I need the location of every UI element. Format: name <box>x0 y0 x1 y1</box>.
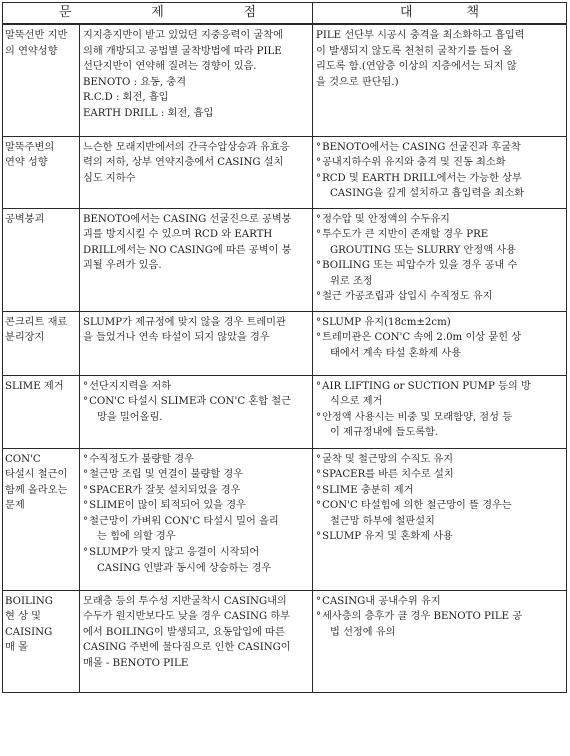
solution-bullet-continuation: 위로 조정 <box>330 275 373 287</box>
table-row <box>3 24 567 136</box>
problem-text: CASING 주변에 물다짐으로 인한 CASING이 <box>83 642 291 654</box>
category-text: 의 연약성향 <box>5 45 58 57</box>
solution-bullet: ° 정수압 및 안정액의 수두유지 <box>316 212 563 228</box>
solution-cell <box>313 590 567 692</box>
category-text: 말뚝선반 지반 <box>5 30 68 41</box>
solution-bullet: ° 세사층의 층후가 클 경우 BENOTO PILE 공 <box>316 609 563 625</box>
problem-text: 모래층 등의 투수성 지반굴착시 CASING내의 <box>83 595 287 607</box>
problem-bullet: ° 수직정도가 불량할 경우 <box>83 452 309 468</box>
header-row <box>3 3 567 25</box>
category-cell <box>3 311 80 375</box>
solution-bullet-continuation: 철근망 하부에 철판설치 <box>330 515 435 527</box>
table-row <box>3 136 567 208</box>
problem-text: 력의 저하, 상부 연약지층에서 CASING 설치 <box>83 157 284 169</box>
problem-cell <box>80 448 313 590</box>
category-text: 타설시 철근이 <box>5 469 68 481</box>
category-text: 말뚝주변의 <box>5 141 55 153</box>
problem-text: 에서 BOILING이 발생되고, 요동압입에 따른 <box>83 626 285 638</box>
problem-text: 지지층지반이 받고 있었던 지중응력이 굴착에 <box>83 30 283 41</box>
problem-bullet: ° SLUMP가 맞지 않고 응결이 시작되어 <box>83 545 309 561</box>
solution-bullet: ° SLIME 충분히 제거 <box>316 483 563 499</box>
solution-cell <box>313 448 567 590</box>
problem-cell <box>80 590 313 692</box>
solution-bullet-continuation: 법 선정에 유의 <box>330 626 396 638</box>
solution-bullet: ° 굴착 및 철근망의 수직도 유지 <box>316 452 563 468</box>
solution-bullet: ° 트레미관은 CON'C 속에 2.0m 이상 묻힌 상 <box>316 330 563 346</box>
problem-solution-table <box>2 2 567 693</box>
solution-cell <box>313 311 567 375</box>
solution-bullet: ° AIR LIFTING or SUCTION PUMP 등의 방 <box>316 379 563 395</box>
solution-cell <box>313 375 567 448</box>
category-cell <box>3 136 80 208</box>
problem-bullet: ° 철근망이 가벼워 CON'C 타설시 밀어 올리 <box>83 514 309 530</box>
problem-cell <box>80 208 313 311</box>
solution-bullet: ° 투수도가 큰 지반이 존재할 경우 PRE <box>316 227 563 243</box>
problem-bullet: ° CON'C 타설시 SLIME과 CON'C 혼합 철근 <box>83 394 309 410</box>
problem-text: BENOTO : 요동, 충격 <box>83 76 187 88</box>
solution-bullet: ° BENOTO에서는 CASING 선굴진과 후굴착 <box>316 140 563 156</box>
problem-cell <box>80 24 313 136</box>
category-text: CON'C <box>5 453 41 465</box>
category-text: SLIME 제거 <box>5 380 64 392</box>
header-solution <box>313 3 567 25</box>
category-text: 함께 올라오는 <box>5 484 68 496</box>
problem-bullet: ° SLIME이 많이 퇴적되어 있을 경우 <box>83 498 309 514</box>
category-cell <box>3 448 80 590</box>
category-cell <box>3 24 80 136</box>
solution-bullet: ° SLUMP 유지 및 혼화제 사용 <box>316 529 563 545</box>
problem-text: R.C.D : 회전, 흡입 <box>83 92 169 104</box>
category-text: 공벽붕괴 <box>5 213 45 225</box>
category-text: 콘크리트 재료 <box>5 316 68 328</box>
solution-cell <box>313 136 567 208</box>
problem-text: EARTH DRILL : 회전, 흡입 <box>83 107 214 119</box>
header-solution-char: 책 <box>466 5 480 21</box>
problem-bullet-continuation: CASING 인발과 동시에 상승하는 경우 <box>97 562 272 574</box>
problem-bullet: ° 철근망 조립 및 연결이 불량할 경우 <box>83 467 309 483</box>
solution-bullet: ° SPACER를 바른 치수로 설치 <box>316 467 563 483</box>
header-problem <box>3 3 313 25</box>
solution-bullet-continuation: 태에서 계속 타설 혼화제 사용 <box>330 347 462 359</box>
solution-bullet: ° RCD 및 EARTH DRILL에서는 가능한 상부 <box>316 171 563 187</box>
category-text: 연약 성향 <box>5 157 48 169</box>
solution-bullet-continuation: CASING을 깊게 설치하고 흡입력을 최소화 <box>330 188 524 200</box>
problem-bullet-continuation: 망을 밀어올림. <box>97 411 163 423</box>
problem-cell <box>80 311 313 375</box>
problem-cell <box>80 136 313 208</box>
problem-text: SLUMP가 제규정에 맞지 않을 경우 트레미관 <box>83 316 286 328</box>
solution-text: PILE 선단부 시공시 충격을 최소화하고 흡입력 <box>316 30 525 41</box>
problem-text: 의해 개방되고 공법별 굴착방법에 따라 PILE <box>83 45 282 57</box>
table-row <box>3 448 567 590</box>
table-row <box>3 208 567 311</box>
solution-text: 이 발생되지 않도록 천천히 굴착기를 들어 올 <box>316 45 513 57</box>
category-cell <box>3 590 80 692</box>
solution-text: 리도록 함.(연암층 이상의 지층에서는 되지 않 <box>316 61 517 73</box>
table-row <box>3 590 567 692</box>
category-text: 분리장지 <box>5 332 45 344</box>
table-row <box>3 311 567 375</box>
category-text: 현 상 및 <box>5 611 41 623</box>
problem-text: BENOTO에서는 CASING 선굴진으로 공벽붕 <box>83 213 292 225</box>
category-text: 매 몰 <box>5 642 28 654</box>
header-problem-char: 제 <box>151 5 164 21</box>
problem-bullet-continuation: 는 힘에 의할 경우 <box>97 531 176 543</box>
solution-bullet: ° SLUMP 유지(18cm±2cm) <box>316 315 563 331</box>
solution-bullet-continuation: 이 제규정내에 들도록함. <box>330 427 439 439</box>
solution-cell <box>313 24 567 136</box>
solution-bullet: ° CON'C 타설힘에 의한 철근망이 뜰 경우는 <box>316 498 563 514</box>
header-problem-char: 점 <box>243 5 257 21</box>
problem-text: 심도 지하수 <box>83 172 136 184</box>
problem-bullet: ° 선단지지력을 저하 <box>83 379 309 395</box>
category-text: BOILING <box>5 595 53 607</box>
solution-cell <box>313 208 567 311</box>
problem-cell <box>80 375 313 448</box>
problem-text: 수두가 원지반보다도 낮을 경우 CASING 하부 <box>83 611 291 623</box>
problem-text: 괴를 방지시킬 수 있으며 RCD 와 EARTH <box>83 229 273 241</box>
category-cell <box>3 375 80 448</box>
problem-text: 매몰 - BENOTO PILE <box>83 657 189 669</box>
category-text: 문제 <box>5 500 25 512</box>
category-text: CAISING <box>5 626 53 638</box>
solution-bullet: ° CASING내 공내수위 유지 <box>316 594 563 610</box>
solution-bullet: ° BOILING 또는 피압수가 있을 경우 공내 수 <box>316 258 563 274</box>
table-row <box>3 375 567 448</box>
problem-text: 선단지반이 연약해 질려는 경향이 있음. <box>83 61 257 73</box>
problem-text: 괴될 우려가 있음. <box>83 260 162 272</box>
problem-text: 느슨한 모래지반에서의 간극수압상승과 유효응 <box>83 141 290 153</box>
solution-bullet: ° 안정액 사용시는 비중 및 모래함양, 점성 등 <box>316 410 563 426</box>
solution-bullet: ° 철근 가공조립과 삽입시 수직정도 유지 <box>316 289 563 305</box>
problem-bullet: ° SPACER가 잘못 설치되었을 경우 <box>83 483 309 499</box>
solution-bullet-continuation: 식으로 제거 <box>330 396 383 408</box>
problem-text: 을 들었거나 연속 타설이 되지 않았을 경우 <box>83 332 270 344</box>
solution-bullet: ° 공내지하수위 유지와 충격 및 진동 최소화 <box>316 155 563 171</box>
header-problem-char: 문 <box>58 5 72 21</box>
solution-bullet-continuation: GROUTING 또는 SLURRY 안정액 사용 <box>330 244 516 256</box>
solution-text: 을 것으로 판단됨.) <box>316 76 399 88</box>
problem-text: DRILL에서는 NO CASING에 따른 공벽이 붕 <box>83 244 292 256</box>
header-solution-char: 대 <box>399 5 413 21</box>
category-cell <box>3 208 80 311</box>
